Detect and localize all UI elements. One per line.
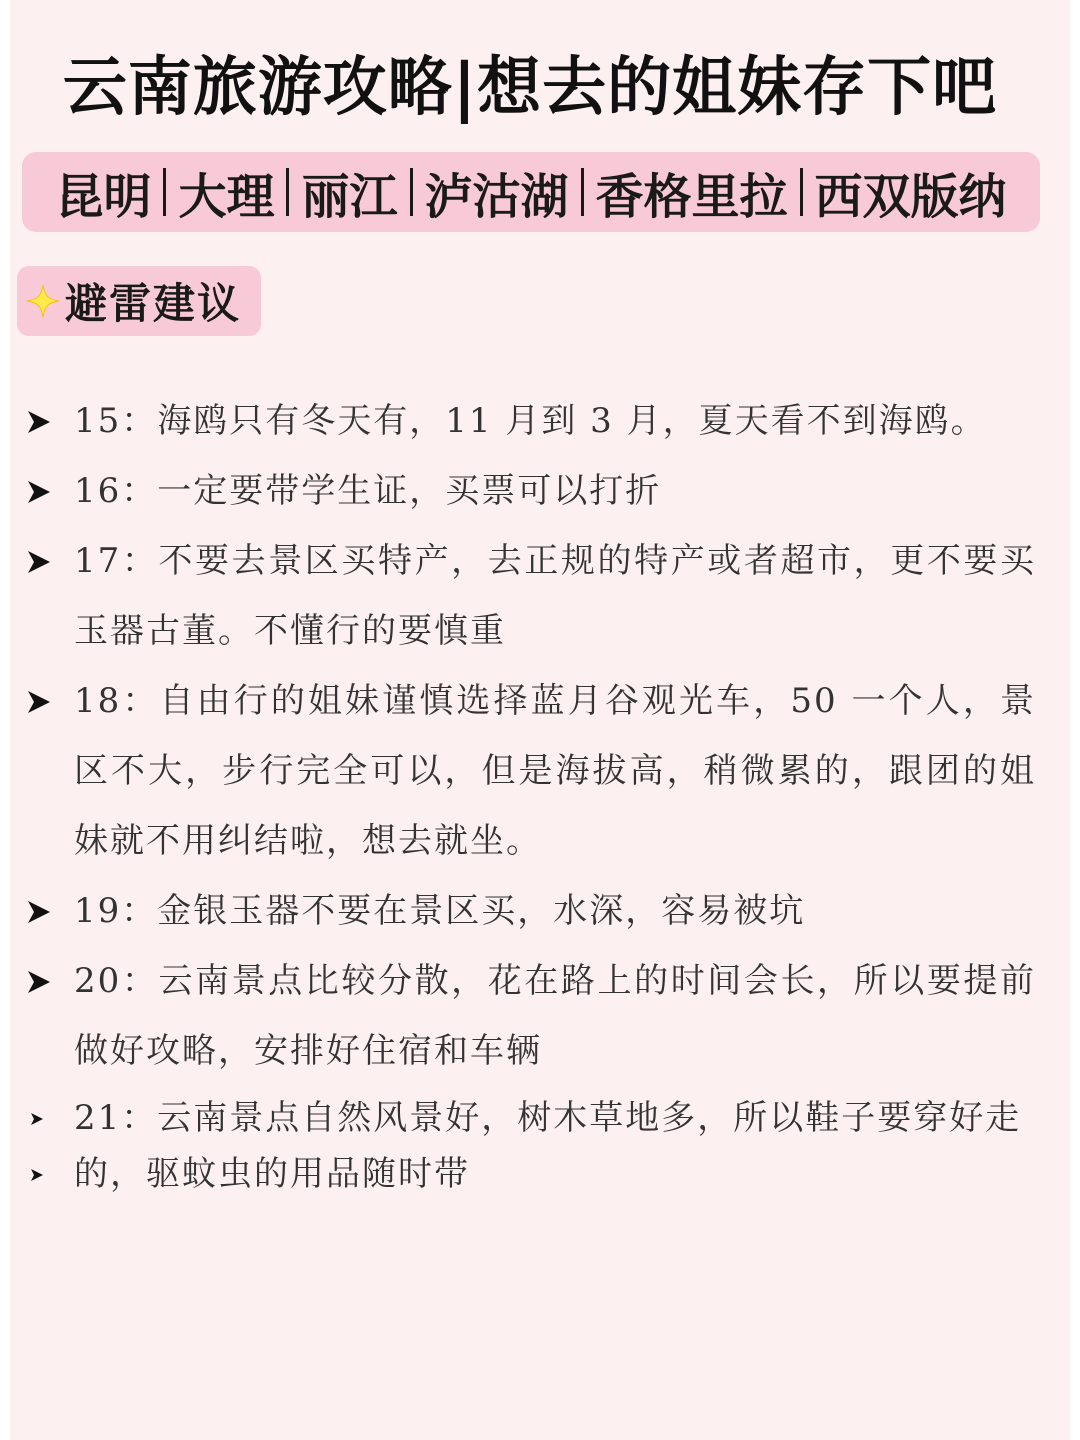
city-xishuangbanna: 西双版纳 — [814, 168, 1007, 225]
tip-text: 18：自由行的姐妹谨慎选择蓝月谷观光车，50 一个人，景区不大，步行完全可以，但是海拔高，稍微累的，跟团的姐妹就不用纠结啦，想去就坐。 — [74, 681, 1036, 861]
tip-text: 20：云南景点比较分散，花在路上的时间会长，所以要提前做好攻略，安排好住宿和车辆 — [74, 961, 1036, 1071]
tip-text: 16：一定要带学生证，买票可以打折 — [74, 471, 662, 511]
list-item — [26, 1090, 1036, 1202]
arrow-bullet-icon — [26, 969, 52, 995]
tips-list — [26, 386, 1036, 1202]
section-tag — [17, 266, 261, 336]
city-dali: 大理 — [178, 168, 275, 225]
page-title: 云南旅游攻略|想去的姐妹存下吧 — [62, 51, 998, 125]
city-lugu-lake: 泸沽湖 — [424, 168, 569, 225]
cities-bar — [22, 152, 1040, 232]
arrow-bullet-icon — [26, 479, 52, 505]
arrow-bullet-icon — [30, 1168, 44, 1182]
divider — [581, 168, 584, 216]
city-lijiang: 丽江 — [301, 168, 398, 225]
list-item — [26, 946, 1036, 1086]
arrow-bullet-icon — [26, 409, 52, 435]
tip-text: 21：云南景点自然风景好，树木草地多，所以鞋子要穿好走的，驱蚊虫的用品随时带 — [74, 1098, 1022, 1194]
arrow-bullet-icon — [26, 689, 52, 715]
arrow-bullet-icon — [26, 899, 52, 925]
list-item — [26, 526, 1036, 666]
list-item — [26, 666, 1036, 876]
list-item — [26, 386, 1036, 456]
divider — [286, 168, 289, 216]
divider — [410, 168, 413, 216]
list-item — [26, 456, 1036, 526]
tip-text: 19：金银玉器不要在景区买，水深，容易被坑 — [74, 891, 806, 931]
divider — [163, 168, 166, 216]
tip-text: 15：海鸥只有冬天有，11 月到 3 月，夏天看不到海鸥。 — [74, 401, 987, 441]
arrow-bullet-icon — [26, 549, 52, 575]
list-item — [26, 876, 1036, 946]
city-shangri-la: 香格里拉 — [595, 168, 788, 225]
section-heading: 避雷建议 — [65, 279, 242, 328]
sparkle-icon — [25, 283, 61, 319]
arrow-bullet-icon — [30, 1112, 44, 1126]
divider — [800, 168, 803, 216]
city-kunming: 昆明 — [55, 168, 152, 225]
tip-text: 17：不要去景区买特产，去正规的特产或者超市，更不要买玉器古董。不懂行的要慎重 — [74, 541, 1036, 651]
